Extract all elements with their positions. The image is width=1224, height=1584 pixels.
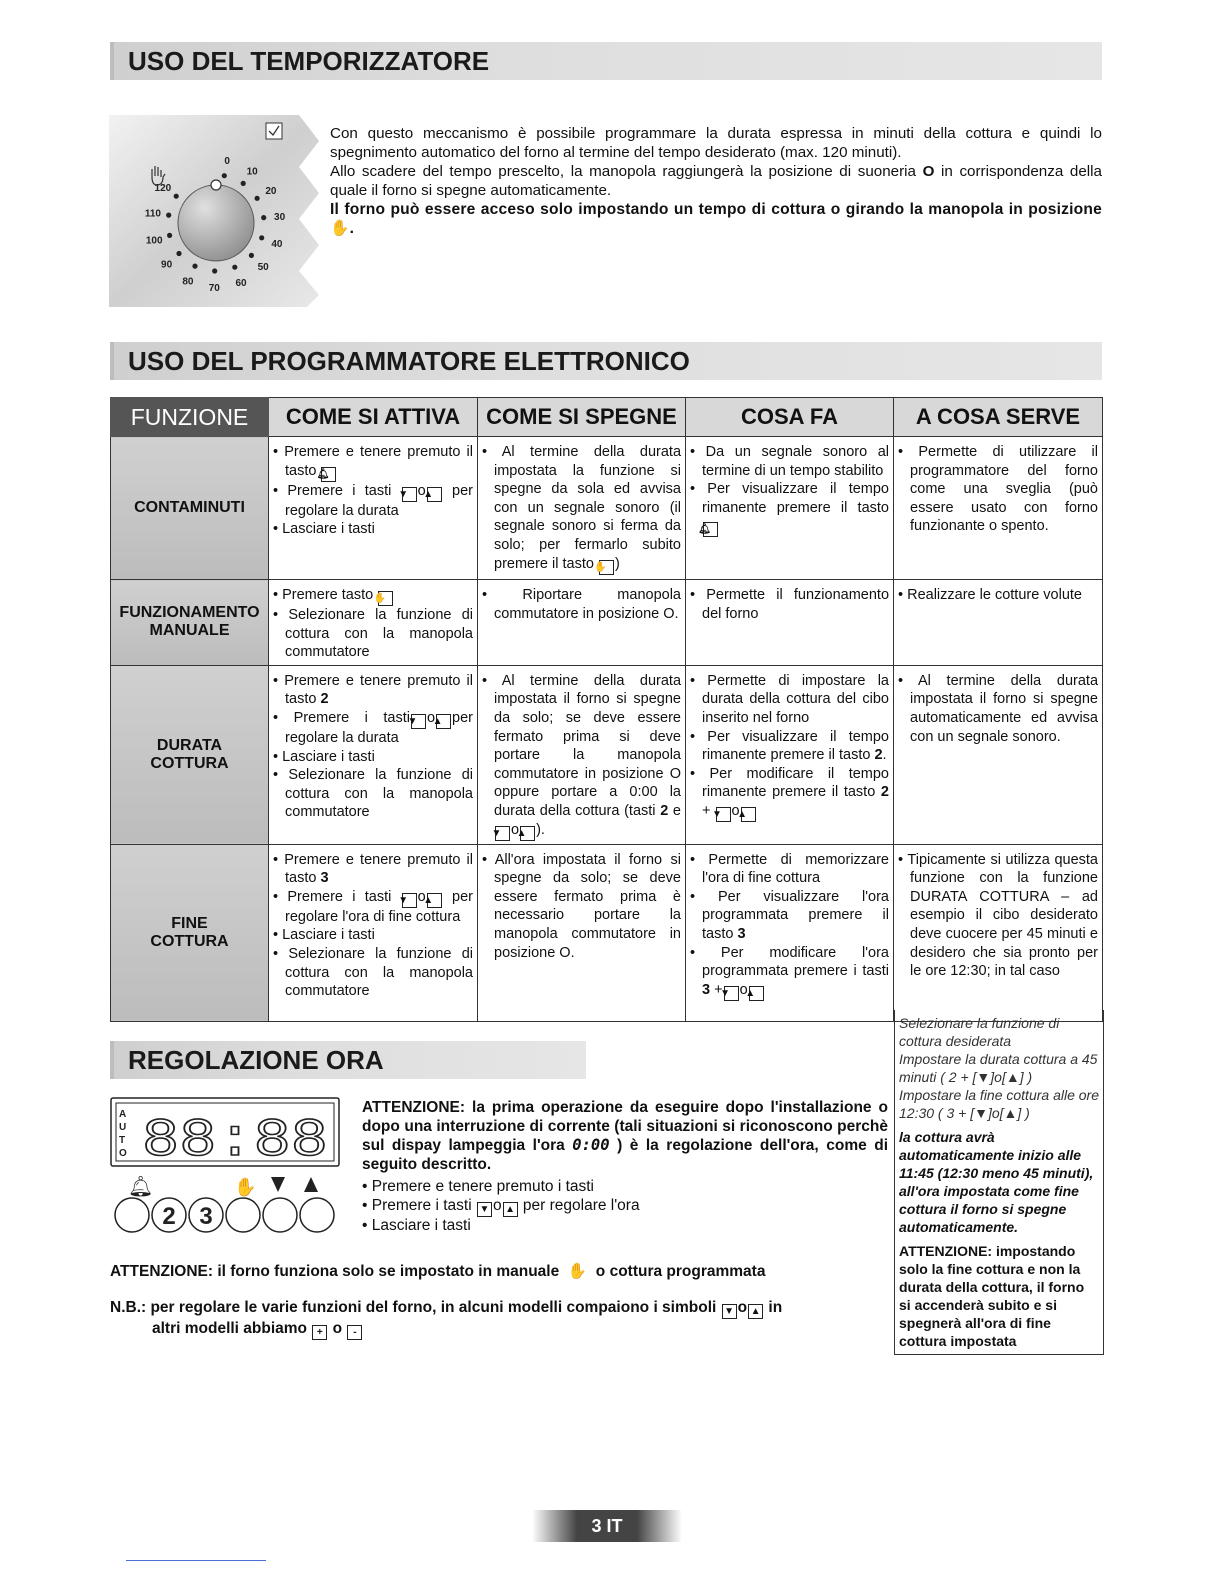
list-item: • Premere e tenere premuto il tasto 3 xyxy=(273,851,473,888)
page-number-badge xyxy=(532,1510,682,1542)
dial-dot xyxy=(174,194,179,199)
hand-icon: ✋ xyxy=(330,220,350,237)
dial-label: 80 xyxy=(182,276,194,288)
side-note-step-2: Impostare la durata cottura a 45 minuti ( 2 + [▼]o[▲] ) xyxy=(899,1051,1098,1085)
list-item: • Permette il funzionamento del forno xyxy=(690,586,889,623)
down-key-icon: ▼ xyxy=(477,1202,492,1217)
function-name: FUNZIONAMENTO MANUALE xyxy=(111,580,269,666)
dial-dot xyxy=(166,213,171,218)
list-item: • Permette di utilizzare il programmatore del forno come una sveglia (può essere usato con forno funzionante o spento. xyxy=(898,443,1098,536)
list-item: • Al termine della durata impostata il forno si spegne automaticamente ed avvisa con un segnale sonoro. xyxy=(898,672,1098,746)
timer-paragraph-1: Con questo meccanismo è possibile programmare la durata espressa in minuti della cottura e quindi lo spegnimento automatico del forno al termine del tempo desiderato (max. 120 minuti). xyxy=(330,125,1102,161)
down-key-icon: ▼ xyxy=(722,1304,737,1319)
footer-rule xyxy=(126,1560,266,1561)
dial-label: 120 xyxy=(154,183,172,195)
up-key-icon: ▲ xyxy=(427,487,442,502)
function-name: FINE COTTURA xyxy=(111,844,269,1021)
dial-dot xyxy=(255,196,260,201)
list-item: • Selezionare la funzione di cottura con la manopola commutatore xyxy=(273,945,473,1001)
side-note-warning: ATTENZIONE: impostando solo la fine cottura e non la durata della cottura, il forno si accenderà subito e si spegnerà all'ora di fine cottura impostata xyxy=(899,1243,1085,1349)
page-number: 3 IT xyxy=(591,1516,623,1536)
hand-icon: ✋ xyxy=(567,1263,588,1280)
up-key-icon: ▲ xyxy=(427,893,442,908)
clock-steps xyxy=(362,1178,888,1235)
programmer-table xyxy=(110,397,1103,1022)
how-to-activate xyxy=(269,665,478,844)
plus-key-icon: + xyxy=(312,1325,327,1340)
down-key-icon: ▼ xyxy=(411,714,426,729)
list-item: • Realizzare le cotture volute xyxy=(898,586,1098,605)
down-arrow-icon xyxy=(271,1177,285,1192)
section-header-programmer xyxy=(110,342,1102,380)
list-item: • Per modificare il tempo rimanente premere il tasto 2 + ▼ o▲ xyxy=(690,765,889,822)
list-item: • Premere i tasti ▼ o▲ per regolare l'ora di fine cottura xyxy=(273,888,473,927)
bell-key-icon: 🔔︎ xyxy=(321,467,336,482)
list-item: • Premere i tasti ▼ o▲ per regolare la durata xyxy=(273,482,473,521)
manual-warning: ATTENZIONE: il forno funziona solo se impostato in manuale ✋ o cottura programmata xyxy=(110,1263,766,1280)
list-item: • Selezionare la funzione di cottura con la manopola commutatore xyxy=(273,606,473,662)
panel-button-label: 3 xyxy=(199,1203,213,1230)
how-to-stop xyxy=(478,844,686,1021)
panel-button-label: 2 xyxy=(162,1203,176,1230)
timer-paragraph-2: Allo scadere del tempo prescelto, la manopola raggiungerà la posizione di suoneria O in corrispondenza della quale il forno si spegne automaticamente. xyxy=(330,163,1102,199)
how-to-activate xyxy=(269,580,478,666)
nb-line-2: altri modelli abbiamo + o - xyxy=(110,1319,890,1340)
up-key-icon: ▲ xyxy=(503,1202,518,1217)
section-title: REGOLAZIONE ORA xyxy=(128,1045,384,1075)
what-it-does xyxy=(686,437,894,580)
how-to-stop xyxy=(478,580,686,666)
dial-dot xyxy=(259,235,264,240)
list-item: • Permette di memorizzare l'ora di fine cottura xyxy=(690,851,889,888)
dial-dot xyxy=(241,181,246,186)
list-item: • Da un segnale sonoro al termine di un tempo stabilito xyxy=(690,443,889,480)
what-it-does xyxy=(686,580,894,666)
list-item: • Permette di impostare la durata della cottura del cibo inserito nel forno xyxy=(690,672,889,728)
dial-knob xyxy=(178,185,254,261)
down-key-icon: ▼ xyxy=(495,826,510,841)
section-title: USO DEL PROGRAMMATORE ELETTRONICO xyxy=(128,346,690,376)
clock-step: • Premere i tasti ▼ o ▲ per regolare l'ora xyxy=(362,1197,888,1217)
section-title: USO DEL TEMPORIZZATORE xyxy=(128,46,490,76)
dial-dot xyxy=(212,268,217,273)
up-key-icon: ▲ xyxy=(741,807,756,822)
dial-dot xyxy=(167,233,172,238)
panel-button xyxy=(300,1198,334,1232)
table-row xyxy=(111,665,1103,844)
how-to-activate xyxy=(269,844,478,1021)
dial-label: 30 xyxy=(274,211,286,223)
function-name: DURATA COTTURA xyxy=(111,665,269,844)
what-it-does xyxy=(686,844,894,1021)
list-item: • Per visualizzare il tempo rimanente premere il tasto 🔔︎ xyxy=(690,480,889,537)
bell-icon: 🔔︎ xyxy=(128,1174,154,1198)
table-header: COME SI SPEGNE xyxy=(478,398,686,437)
blink-time: 0:00 xyxy=(572,1136,610,1154)
side-note-result: la cottura avrà automaticamente inizio alle 11:45 (12:30 meno 45 minuti), all'ora impostata come fine cottura il forno si spegne automaticamente. xyxy=(899,1129,1094,1235)
list-item: • Per visualizzare l'ora programmata premere il tasto 3 xyxy=(690,888,889,944)
table-row xyxy=(111,844,1103,1021)
timer-end-icon xyxy=(266,123,282,139)
minus-key-icon: - xyxy=(347,1325,362,1340)
list-item: • Per modificare l'ora programmata premere i tasti 3 +▼ o▲ xyxy=(690,944,889,1001)
nb-line-1: N.B.: per regolare le varie funzioni del forno, in alcuni modelli compaiono i simboli ▼ o ▲ in xyxy=(110,1299,783,1317)
list-item: • Lasciare i tasti xyxy=(273,520,473,539)
list-item: • Selezionare la funzione di cottura con la manopola commutatore xyxy=(273,766,473,822)
dial-label: 0 xyxy=(224,156,230,167)
dial-label: 20 xyxy=(265,186,277,197)
list-item: • Riportare manopola commutatore in posizione O. xyxy=(482,586,681,623)
dial-label: 70 xyxy=(208,283,220,294)
table-header: FUNZIONE xyxy=(111,398,269,437)
timer-dial-illustration xyxy=(109,115,319,307)
function-name: CONTAMINUTI xyxy=(111,437,269,580)
hand-key-icon: ✋ xyxy=(599,560,614,575)
what-it-is-for xyxy=(894,437,1103,580)
hand-key-icon: ✋ xyxy=(378,591,393,606)
clock-panel-illustration xyxy=(110,1097,340,1242)
what-it-does xyxy=(686,665,894,844)
list-item: • Premere e tenere premuto il tasto 2 xyxy=(273,672,473,709)
list-item: • Lasciare i tasti xyxy=(273,926,473,945)
list-item: • Premere tasto ✋ xyxy=(273,586,473,606)
dial-label: 60 xyxy=(235,277,247,289)
up-arrow-icon xyxy=(304,1177,318,1192)
how-to-stop xyxy=(478,437,686,580)
list-item: • Tipicamente si utilizza questa funzione con la funzione DURATA COTTURA – ad esempio il cibo desiderato deve cuocere per 45 minuti e desidero che sia pronto per le ore 12:30; in tal caso xyxy=(898,851,1098,981)
how-to-stop xyxy=(478,665,686,844)
up-key-icon: ▲ xyxy=(436,714,451,729)
down-key-icon: ▼ xyxy=(724,986,739,1001)
dial-label: 40 xyxy=(271,238,283,250)
clock-warning: ATTENZIONE: la prima operazione da eseguire dopo l'installazione o dopo una interruzione di corrente (tali situazioni si riconoscono perchè sul dispay lampeggia l'ora 0:00 ) è la regolazione dell'ora, come di seguito descritto. xyxy=(362,1099,888,1173)
dial-label: 110 xyxy=(144,208,161,220)
list-item: • Per visualizzare il tempo rimanente premere il tasto 2. xyxy=(690,728,889,765)
list-item: • Premere i tasti▼ o▲ per regolare la durata xyxy=(273,709,473,748)
dial-label: 100 xyxy=(145,235,163,247)
table-header: COSA FA xyxy=(686,398,894,437)
what-it-is-for xyxy=(894,844,1103,1021)
table-row xyxy=(111,437,1103,580)
svg-text:AUTO: A U T O xyxy=(119,1109,127,1159)
down-key-icon: ▼ xyxy=(716,807,731,822)
dial-label: 10 xyxy=(246,166,258,178)
clock-step: • Premere e tenere premuto i tasti xyxy=(362,1178,888,1197)
table-row xyxy=(111,580,1103,666)
bell-key-icon: 🔔︎ xyxy=(703,522,718,537)
what-it-is-for xyxy=(894,580,1103,666)
dial-dot xyxy=(232,265,237,270)
what-it-is-for xyxy=(894,665,1103,844)
down-key-icon: ▼ xyxy=(402,893,417,908)
side-note-step-3: Impostare la fine cottura alle ore 12:30 ( 3 + [▼]o[▲] ) xyxy=(899,1087,1099,1121)
section-header-timer xyxy=(110,42,1102,80)
display-digits: 88:88 xyxy=(142,1111,328,1172)
timer-description xyxy=(330,124,1102,238)
list-item: • Al termine della durata impostata la funzione si spegne da sola ed avvisa con un segnale sonoro (il segnale sonoro si ferma da solo; per fermarlo subito premere il tasto ✋ ) xyxy=(482,443,681,575)
timer-paragraph-3: Il forno può essere acceso solo impostando un tempo di cottura o girando la manopola in posizione ✋. xyxy=(330,201,1102,237)
dial-dot xyxy=(176,251,181,256)
dial-dot xyxy=(261,215,266,220)
list-item: • All'ora impostata il forno si spegne da solo; se deve essere fermato prima è necessario portare la manopola commutatore in posizione O. xyxy=(482,851,681,963)
panel-button xyxy=(263,1198,297,1232)
panel-button xyxy=(115,1198,149,1232)
clock-instructions xyxy=(362,1098,888,1235)
up-key-icon: ▲ xyxy=(748,1304,763,1319)
clock-step: • Lasciare i tasti xyxy=(362,1217,888,1236)
up-key-icon: ▲ xyxy=(749,986,764,1001)
section-header-clock xyxy=(110,1041,586,1079)
up-key-icon: ▲ xyxy=(520,826,535,841)
hand-icon: ✋ xyxy=(234,1177,257,1198)
dial-dot xyxy=(249,253,254,258)
list-item: • Al termine della durata impostata il forno si spegne da solo; se deve essere fermato prima si deve portare la manopola commutatore in posizione O oppure portare a 0:00 la durata della cottura (tasti 2 e▼ o▲ ). xyxy=(482,672,681,841)
table-header: A COSA SERVE xyxy=(894,398,1103,437)
table-header: COME SI ATTIVA xyxy=(269,398,478,437)
nb-note xyxy=(110,1298,890,1340)
side-note-step-1: Selezionare la funzione di cottura desiderata xyxy=(899,1015,1060,1049)
panel-button xyxy=(226,1198,260,1232)
dial-label: 90 xyxy=(161,259,173,271)
side-note xyxy=(894,1010,1104,1355)
down-key-icon: ▼ xyxy=(402,487,417,502)
list-item: • Premere e tenere premuto il tasto 🔔︎ xyxy=(273,443,473,482)
dial-dot xyxy=(222,173,227,178)
dial-dot xyxy=(192,264,197,269)
how-to-activate xyxy=(269,437,478,580)
list-item: • Lasciare i tasti xyxy=(273,748,473,767)
dial-label: 50 xyxy=(257,262,269,274)
